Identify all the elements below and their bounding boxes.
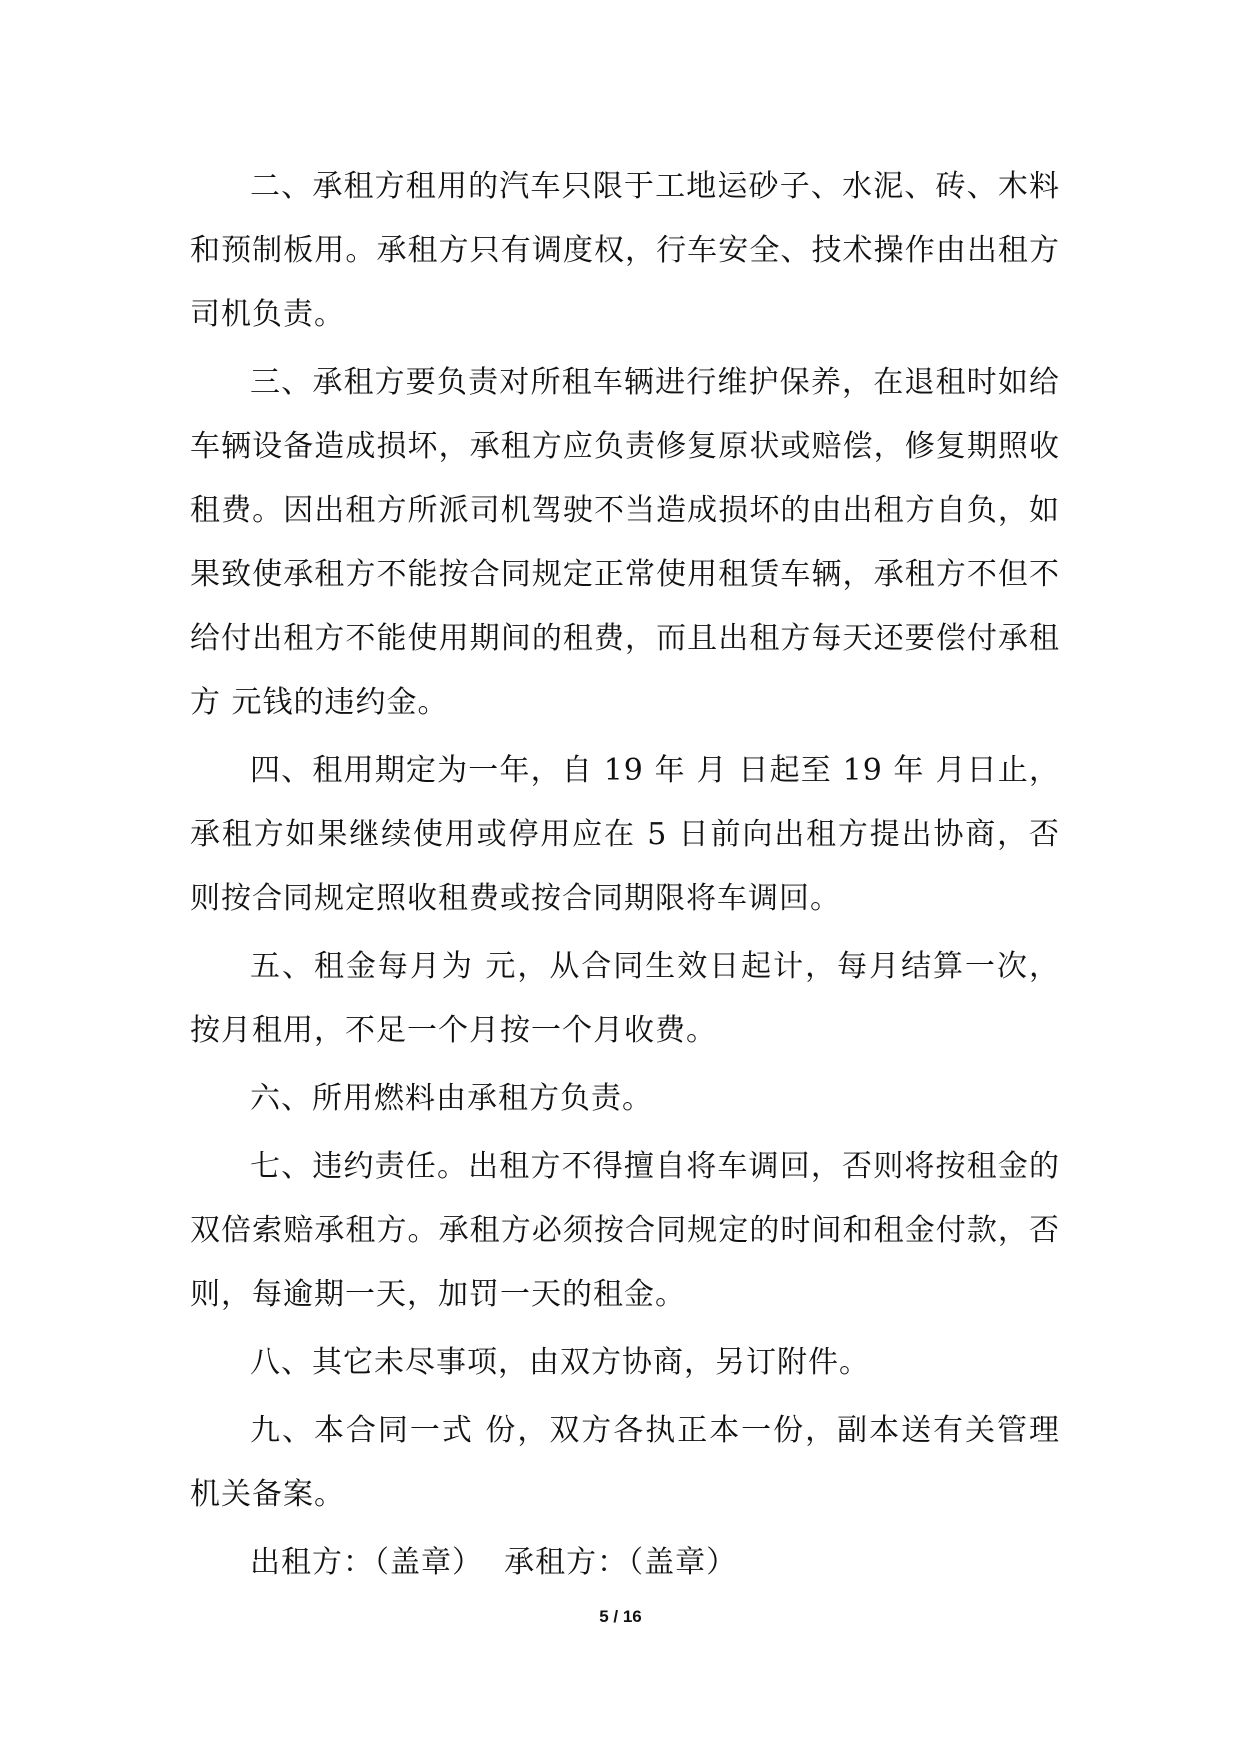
signature-line: 出租方：（盖章） 承租方：（盖章） [250,1545,738,1580]
clause-5: 五、租金每月为 元，从合同生效日起计，每月结算一次，按月租用，不足一个月按一个月收费。 [190,949,1060,1048]
page-number: 5 / 16 [599,1607,642,1626]
clause-8: 八、其它未尽事项，由双方协商，另订附件。 [250,1345,870,1380]
clause-3: 三、承租方要负责对所租车辆进行维护保养，在退租时如给车辆设备造成损坏，承租方应负责修复原状或赔偿，修复期照收租费。因出租方所派司机驾驶不当造成损坏的由出租方自负，如果致使承租方不能按合同规定正常使用租赁车辆，承租方不但不给付出租方不能使用期间的租费，而且出租方每天还要偿付承租方 元钱的违约金。 [190,365,1060,720]
clause-6: 六、所用燃料由承租方负责。 [250,1081,653,1116]
contract-body [190,155,1060,1595]
clause-9: 九、本合同一式 份，双方各执正本一份，副本送有关管理机关备案。 [190,1413,1060,1512]
clause-7: 七、违约责任。出租方不得擅自将车调回，否则将按租金的双倍索赔承租方。承租方必须按合同规定的时间和租金付款，否则，每逾期一天，加罚一天的租金。 [190,1149,1060,1312]
clause-2: 二、承租方租用的汽车只限于工地运砂子、水泥、砖、木料和预制板用。承租方只有调度权，行车安全、技术操作由出租方司机负责。 [190,169,1060,332]
clause-4: 四、租用期定为一年，自 19 年 月 日起至 19 年 月日止，承租方如果继续使用或停用应在 5 日前向出租方提出协商，否则按合同规定照收租费或按合同期限将车调回。 [190,753,1060,916]
